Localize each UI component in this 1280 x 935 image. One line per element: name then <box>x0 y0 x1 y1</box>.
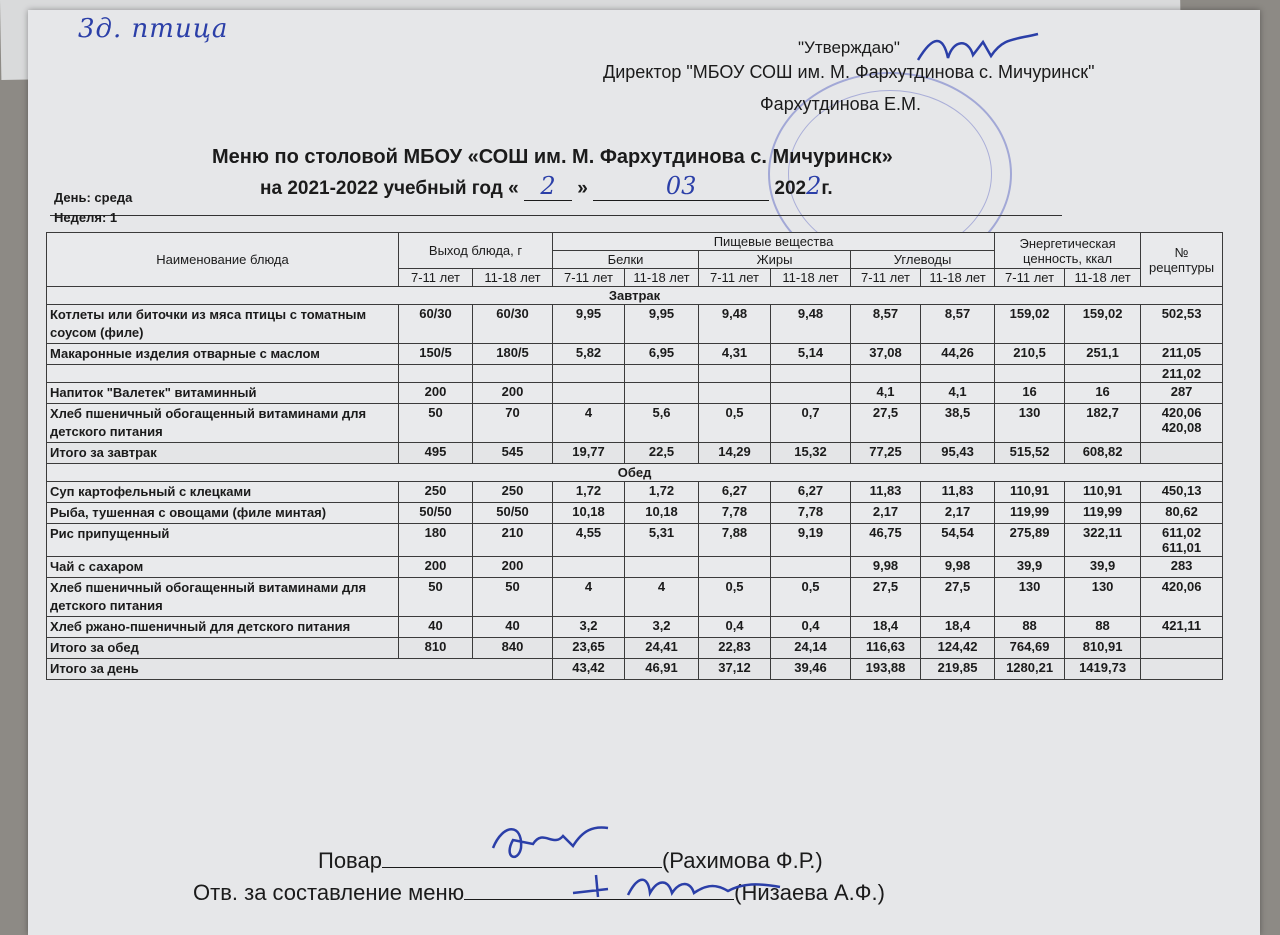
cell-value <box>1141 443 1223 464</box>
cell-value <box>473 365 553 383</box>
cell-value: 810 <box>399 638 473 659</box>
cell-value: 110,91 <box>995 482 1065 503</box>
cell-value: 193,88 <box>851 659 921 680</box>
cell-value: 5,6 <box>625 404 699 443</box>
cell-value: 23,65 <box>553 638 625 659</box>
cell-value: 4 <box>553 578 625 617</box>
cell-value <box>1141 638 1223 659</box>
cell-value: 38,5 <box>921 404 995 443</box>
cell-value: 60/30 <box>473 305 553 344</box>
cell-value <box>399 365 473 383</box>
cell-value: 130 <box>1065 578 1141 617</box>
cook-label: Повар <box>318 848 382 873</box>
menu-author-label: Отв. за составление меню <box>193 880 465 905</box>
cell-value: 50 <box>399 578 473 617</box>
cell-value: 611,02 611,01 <box>1141 524 1223 557</box>
cell-value: 0,4 <box>699 617 771 638</box>
cell-value: 275,89 <box>995 524 1065 557</box>
month-value: 03 <box>665 172 697 200</box>
header-age-7-11: 7-11 лет <box>699 269 771 287</box>
header-energy: Энергетическая ценность, ккал <box>995 233 1141 269</box>
cell-value: 50/50 <box>399 503 473 524</box>
dish-row <box>47 617 1223 638</box>
dish-name: Хлеб пшеничный обогащенный витаминами для детского питания <box>47 404 399 443</box>
cell-value: 43,42 <box>553 659 625 680</box>
cell-value <box>1141 659 1223 680</box>
cell-value: 18,4 <box>921 617 995 638</box>
cell-value: 251,1 <box>1065 344 1141 365</box>
cell-value: 200 <box>399 383 473 404</box>
cell-value: 159,02 <box>1065 305 1141 344</box>
cell-value: 8,57 <box>921 305 995 344</box>
cell-value: 16 <box>995 383 1065 404</box>
section-title: Завтрак <box>47 287 1223 305</box>
cell-value: 250 <box>473 482 553 503</box>
cell-value: 283 <box>1141 557 1223 578</box>
cell-value: 200 <box>473 383 553 404</box>
header-age-11-18: 11-18 лет <box>473 269 553 287</box>
cell-value: 6,95 <box>625 344 699 365</box>
handwritten-note: 3д. птица <box>78 14 229 44</box>
cell-value: 5,82 <box>553 344 625 365</box>
header-age-11-18: 11-18 лет <box>1065 269 1141 287</box>
cell-value: 9,98 <box>921 557 995 578</box>
page-subtitle <box>260 172 833 201</box>
cell-value: 322,11 <box>1065 524 1141 557</box>
header-nutrients: Пищевые вещества <box>553 233 995 251</box>
cell-value: 9,48 <box>699 305 771 344</box>
director-title: Директор "МБОУ СОШ им. М. Фархутдинова с. Мичуринск" <box>603 62 1095 82</box>
cell-value: 1,72 <box>553 482 625 503</box>
header-age-7-11: 7-11 лет <box>553 269 625 287</box>
cell-value <box>771 365 851 383</box>
section-row <box>47 287 1223 305</box>
cell-value: 0,4 <box>771 617 851 638</box>
header-age-11-18: 11-18 лет <box>625 269 699 287</box>
header-dish: Наименование блюда <box>47 233 399 287</box>
cell-value: 211,05 <box>1141 344 1223 365</box>
cell-value: 18,4 <box>851 617 921 638</box>
cell-value: 840 <box>473 638 553 659</box>
cell-value: 2,17 <box>921 503 995 524</box>
cell-value: 46,91 <box>625 659 699 680</box>
cell-value <box>699 557 771 578</box>
cell-value: 0,5 <box>699 578 771 617</box>
dish-name: Котлеты или биточки из мяса птицы с томатным соусом (филе) <box>47 305 399 344</box>
header-divider <box>50 215 1062 216</box>
cell-value <box>771 383 851 404</box>
cell-value: 50/50 <box>473 503 553 524</box>
cell-value: 11,83 <box>921 482 995 503</box>
week-label: Неделя: 1 <box>54 210 118 225</box>
cell-value: 7,78 <box>699 503 771 524</box>
dish-name: Рис припущенный <box>47 524 399 557</box>
cell-value: 764,69 <box>995 638 1065 659</box>
cell-value: 40 <box>473 617 553 638</box>
header-fats: Жиры <box>699 251 851 269</box>
dish-row <box>47 578 1223 617</box>
dish-name: Чай с сахаром <box>47 557 399 578</box>
total-row <box>47 659 1223 680</box>
approval-label: "Утверждаю" <box>798 38 900 57</box>
cell-value <box>699 383 771 404</box>
cell-value: 95,43 <box>921 443 995 464</box>
cell-value: 1419,73 <box>1065 659 1141 680</box>
cell-value: 6,27 <box>771 482 851 503</box>
header-recipe: № рецептуры <box>1141 233 1223 287</box>
cell-value: 4,1 <box>851 383 921 404</box>
cell-value: 50 <box>473 578 553 617</box>
cell-value: 88 <box>995 617 1065 638</box>
dish-name <box>47 365 399 383</box>
director-name: Фархутдинова Е.М. <box>760 94 922 114</box>
cell-value: 22,5 <box>625 443 699 464</box>
cell-value: 119,99 <box>995 503 1065 524</box>
cell-value: 6,27 <box>699 482 771 503</box>
cell-value: 11,83 <box>851 482 921 503</box>
cell-value: 10,18 <box>553 503 625 524</box>
cell-value: 4,1 <box>921 383 995 404</box>
cell-value: 70 <box>473 404 553 443</box>
cell-value: 4,31 <box>699 344 771 365</box>
cell-value: 182,7 <box>1065 404 1141 443</box>
cell-value: 110,91 <box>1065 482 1141 503</box>
menu-body <box>47 287 1223 680</box>
cell-value: 22,83 <box>699 638 771 659</box>
dish-name: Хлеб пшеничный обогащенный витаминами для детского питания <box>47 578 399 617</box>
cell-value: 159,02 <box>995 305 1065 344</box>
dish-row <box>47 383 1223 404</box>
cell-value <box>1065 365 1141 383</box>
cell-value: 19,77 <box>553 443 625 464</box>
cell-value: 116,63 <box>851 638 921 659</box>
year-suffix: г. <box>821 178 833 199</box>
cell-value: 210,5 <box>995 344 1065 365</box>
cell-value: 180 <box>399 524 473 557</box>
day-blank <box>524 172 572 201</box>
subtitle-mid: » <box>577 178 588 199</box>
total-row <box>47 638 1223 659</box>
year-prefix: 202 <box>774 178 807 199</box>
cell-value: 27,5 <box>851 578 921 617</box>
cell-value: 421,11 <box>1141 617 1223 638</box>
cell-value: 44,26 <box>921 344 995 365</box>
header-age-7-11: 7-11 лет <box>995 269 1065 287</box>
cell-value <box>625 557 699 578</box>
cell-value: 608,82 <box>1065 443 1141 464</box>
cell-value: 210 <box>473 524 553 557</box>
day-label: День: среда <box>54 190 133 205</box>
cell-value: 3,2 <box>553 617 625 638</box>
cell-value: 545 <box>473 443 553 464</box>
cell-value: 4,55 <box>553 524 625 557</box>
cell-value <box>699 365 771 383</box>
cell-value: 50 <box>399 404 473 443</box>
cell-value: 0,5 <box>699 404 771 443</box>
cell-value: 37,08 <box>851 344 921 365</box>
cell-value: 39,9 <box>1065 557 1141 578</box>
cell-value: 37,12 <box>699 659 771 680</box>
menu-author-name: (Низаева А.Ф.) <box>734 880 885 905</box>
month-blank <box>593 172 769 201</box>
cell-value <box>921 365 995 383</box>
dish-name: Рыба, тушенная с овощами (филе минтая) <box>47 503 399 524</box>
header-output: Выход блюда, г <box>399 233 553 269</box>
menu-author-signature <box>568 865 788 905</box>
dish-name: Суп картофельный с клецками <box>47 482 399 503</box>
cell-value: 119,99 <box>1065 503 1141 524</box>
cell-value: 0,5 <box>771 578 851 617</box>
cell-value <box>553 365 625 383</box>
cell-value: 495 <box>399 443 473 464</box>
dish-name: Макаронные изделия отварные с маслом <box>47 344 399 365</box>
year-value: 2 <box>806 172 822 200</box>
cell-value: 24,14 <box>771 638 851 659</box>
total-row <box>47 443 1223 464</box>
cell-value: 502,53 <box>1141 305 1223 344</box>
cell-value: 420,06 <box>1141 578 1223 617</box>
cell-value: 7,78 <box>771 503 851 524</box>
dish-row <box>47 524 1223 557</box>
cell-value: 219,85 <box>921 659 995 680</box>
section-row <box>47 464 1223 482</box>
cell-value: 9,48 <box>771 305 851 344</box>
cell-value: 200 <box>399 557 473 578</box>
cell-value: 3,2 <box>625 617 699 638</box>
cell-value: 450,13 <box>1141 482 1223 503</box>
cell-value <box>995 365 1065 383</box>
cell-value: 9,95 <box>625 305 699 344</box>
cell-value: 9,98 <box>851 557 921 578</box>
cell-value: 124,42 <box>921 638 995 659</box>
cook-signature <box>483 818 613 868</box>
cell-value: 515,52 <box>995 443 1065 464</box>
cell-value: 40 <box>399 617 473 638</box>
dish-name: Итого за обед <box>47 638 399 659</box>
cell-value: 4 <box>553 404 625 443</box>
cell-value: 60/30 <box>399 305 473 344</box>
dish-name: Напиток "Валетек" витаминный <box>47 383 399 404</box>
cell-value: 4 <box>625 578 699 617</box>
cell-value: 16 <box>1065 383 1141 404</box>
dish-row <box>47 344 1223 365</box>
cell-value: 80,62 <box>1141 503 1223 524</box>
header-age-7-11: 7-11 лет <box>399 269 473 287</box>
dish-row <box>47 365 1223 383</box>
cell-value: 9,19 <box>771 524 851 557</box>
section-title: Обед <box>47 464 1223 482</box>
cell-value: 46,75 <box>851 524 921 557</box>
header-carbs: Углеводы <box>851 251 995 269</box>
header-proteins: Белки <box>553 251 699 269</box>
cell-value: 7,88 <box>699 524 771 557</box>
cell-value: 9,95 <box>553 305 625 344</box>
cell-value: 15,32 <box>771 443 851 464</box>
cell-value: 5,31 <box>625 524 699 557</box>
cell-value: 77,25 <box>851 443 921 464</box>
cell-value: 1280,21 <box>995 659 1065 680</box>
cell-value: 200 <box>473 557 553 578</box>
header-age-11-18: 11-18 лет <box>921 269 995 287</box>
cell-value: 14,29 <box>699 443 771 464</box>
row-label: Итого за день <box>47 659 553 680</box>
menu-table <box>46 232 1223 680</box>
cell-value: 54,54 <box>921 524 995 557</box>
page-title: Меню по столовой МБОУ «СОШ им. М. Фархутдинова с. Мичуринск» <box>212 146 893 168</box>
cell-value: 150/5 <box>399 344 473 365</box>
cell-value: 810,91 <box>1065 638 1141 659</box>
cook-name: (Рахимова Ф.Р.) <box>661 848 823 873</box>
cell-value <box>851 365 921 383</box>
dish-name: Итого за завтрак <box>47 443 399 464</box>
dish-row <box>47 305 1223 344</box>
header-age-7-11: 7-11 лет <box>851 269 921 287</box>
cell-value: 0,7 <box>771 404 851 443</box>
cell-value <box>625 365 699 383</box>
header-age-11-18: 11-18 лет <box>771 269 851 287</box>
dish-row <box>47 404 1223 443</box>
day-value: 2 <box>540 172 556 200</box>
cell-value: 130 <box>995 404 1065 443</box>
cell-value: 211,02 <box>1141 365 1223 383</box>
cell-value: 130 <box>995 578 1065 617</box>
cell-value: 2,17 <box>851 503 921 524</box>
dish-row <box>47 557 1223 578</box>
cell-value <box>553 557 625 578</box>
cell-value: 5,14 <box>771 344 851 365</box>
cell-value: 420,06 420,08 <box>1141 404 1223 443</box>
dish-row <box>47 482 1223 503</box>
cell-value: 250 <box>399 482 473 503</box>
cell-value: 88 <box>1065 617 1141 638</box>
cell-value: 27,5 <box>851 404 921 443</box>
cell-value: 24,41 <box>625 638 699 659</box>
cell-value: 39,46 <box>771 659 851 680</box>
dish-row <box>47 503 1223 524</box>
cell-value <box>553 383 625 404</box>
cell-value <box>771 557 851 578</box>
cell-value: 10,18 <box>625 503 699 524</box>
cell-value: 8,57 <box>851 305 921 344</box>
menu-document <box>28 10 1260 935</box>
subtitle-prefix: на 2021-2022 учебный год « <box>260 178 519 199</box>
cell-value: 1,72 <box>625 482 699 503</box>
dish-name: Хлеб ржано-пшеничный для детского питания <box>47 617 399 638</box>
cell-value: 287 <box>1141 383 1223 404</box>
cell-value: 180/5 <box>473 344 553 365</box>
cell-value: 39,9 <box>995 557 1065 578</box>
cell-value <box>625 383 699 404</box>
cell-value: 27,5 <box>921 578 995 617</box>
